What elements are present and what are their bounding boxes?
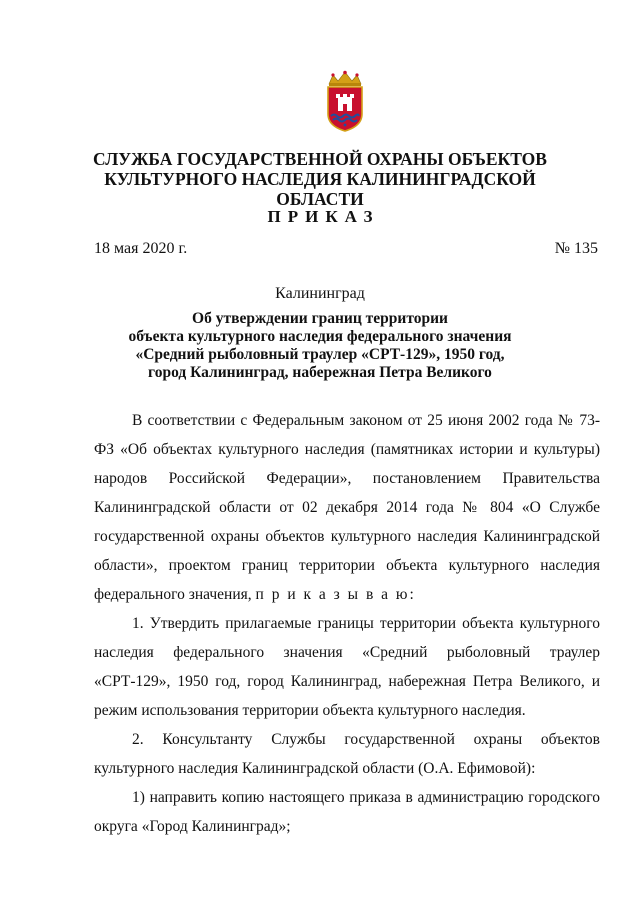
document-subject (60, 310, 580, 382)
organization-name-line2: КУЛЬТУРНОГО НАСЛЕДИЯ КАЛИНИНГРАДСКОЙ ОБЛАСТИ (104, 169, 536, 209)
document-city: Калининград (275, 285, 365, 302)
organization-name-line1: СЛУЖБА ГОСУДАРСТВЕННОЙ ОХРАНЫ ОБЪЕКТОВ (93, 149, 547, 169)
order-item-2: 2. Консультанту Службы государственной охраны объектов культурного наследия Калининградской области (О.А. Ефимовой): (94, 731, 600, 777)
subject-line1: Об утверждении границ территории (192, 310, 448, 327)
subject-line3: «Средний рыболовный траулер «СРТ-129», 1950 год, (135, 346, 505, 363)
subject-line4: город Калининград, набережная Петра Великого (148, 364, 492, 381)
organization-name (60, 149, 580, 209)
preamble-paragraph (94, 406, 600, 609)
order-item-2-subitem-1: 1) направить копию настоящего приказа в администрацию городского округа «Город Калининград»; (94, 789, 600, 835)
document-body (94, 406, 600, 841)
document-number: № 135 (554, 240, 598, 257)
order-phrase: п р и к а з ы в а ю: (255, 586, 416, 603)
kaliningrad-coat-of-arms-icon (323, 70, 367, 132)
document-type-title: ПРИКАЗ (267, 207, 380, 226)
subject-line2: объекта культурного наследия федерального значения (128, 328, 512, 345)
order-item-1: 1. Утвердить прилагаемые границы территории объекта культурного наследия федерального значения «Средний рыболовный траулер «СРТ-129», 1950 год, город Калининград, набережная Петра Великого, и режим использования территории объекта культурного наследия. (94, 615, 600, 719)
document-date: 18 мая 2020 г. (94, 240, 188, 257)
preamble-text: В соответствии с Федеральным законом от 25 июня 2002 года № 73-ФЗ «Об объектах культурного наследия (памятниках истории и культуры) народов Российской Федерации», постановлением Правительства Калининградской области от 02 декабря 2014 года № 804 «О Службе государственной охраны объектов культурного наследия Калининградской области», проектом границ территории объекта культурного наследия федерального значения, (94, 412, 600, 603)
